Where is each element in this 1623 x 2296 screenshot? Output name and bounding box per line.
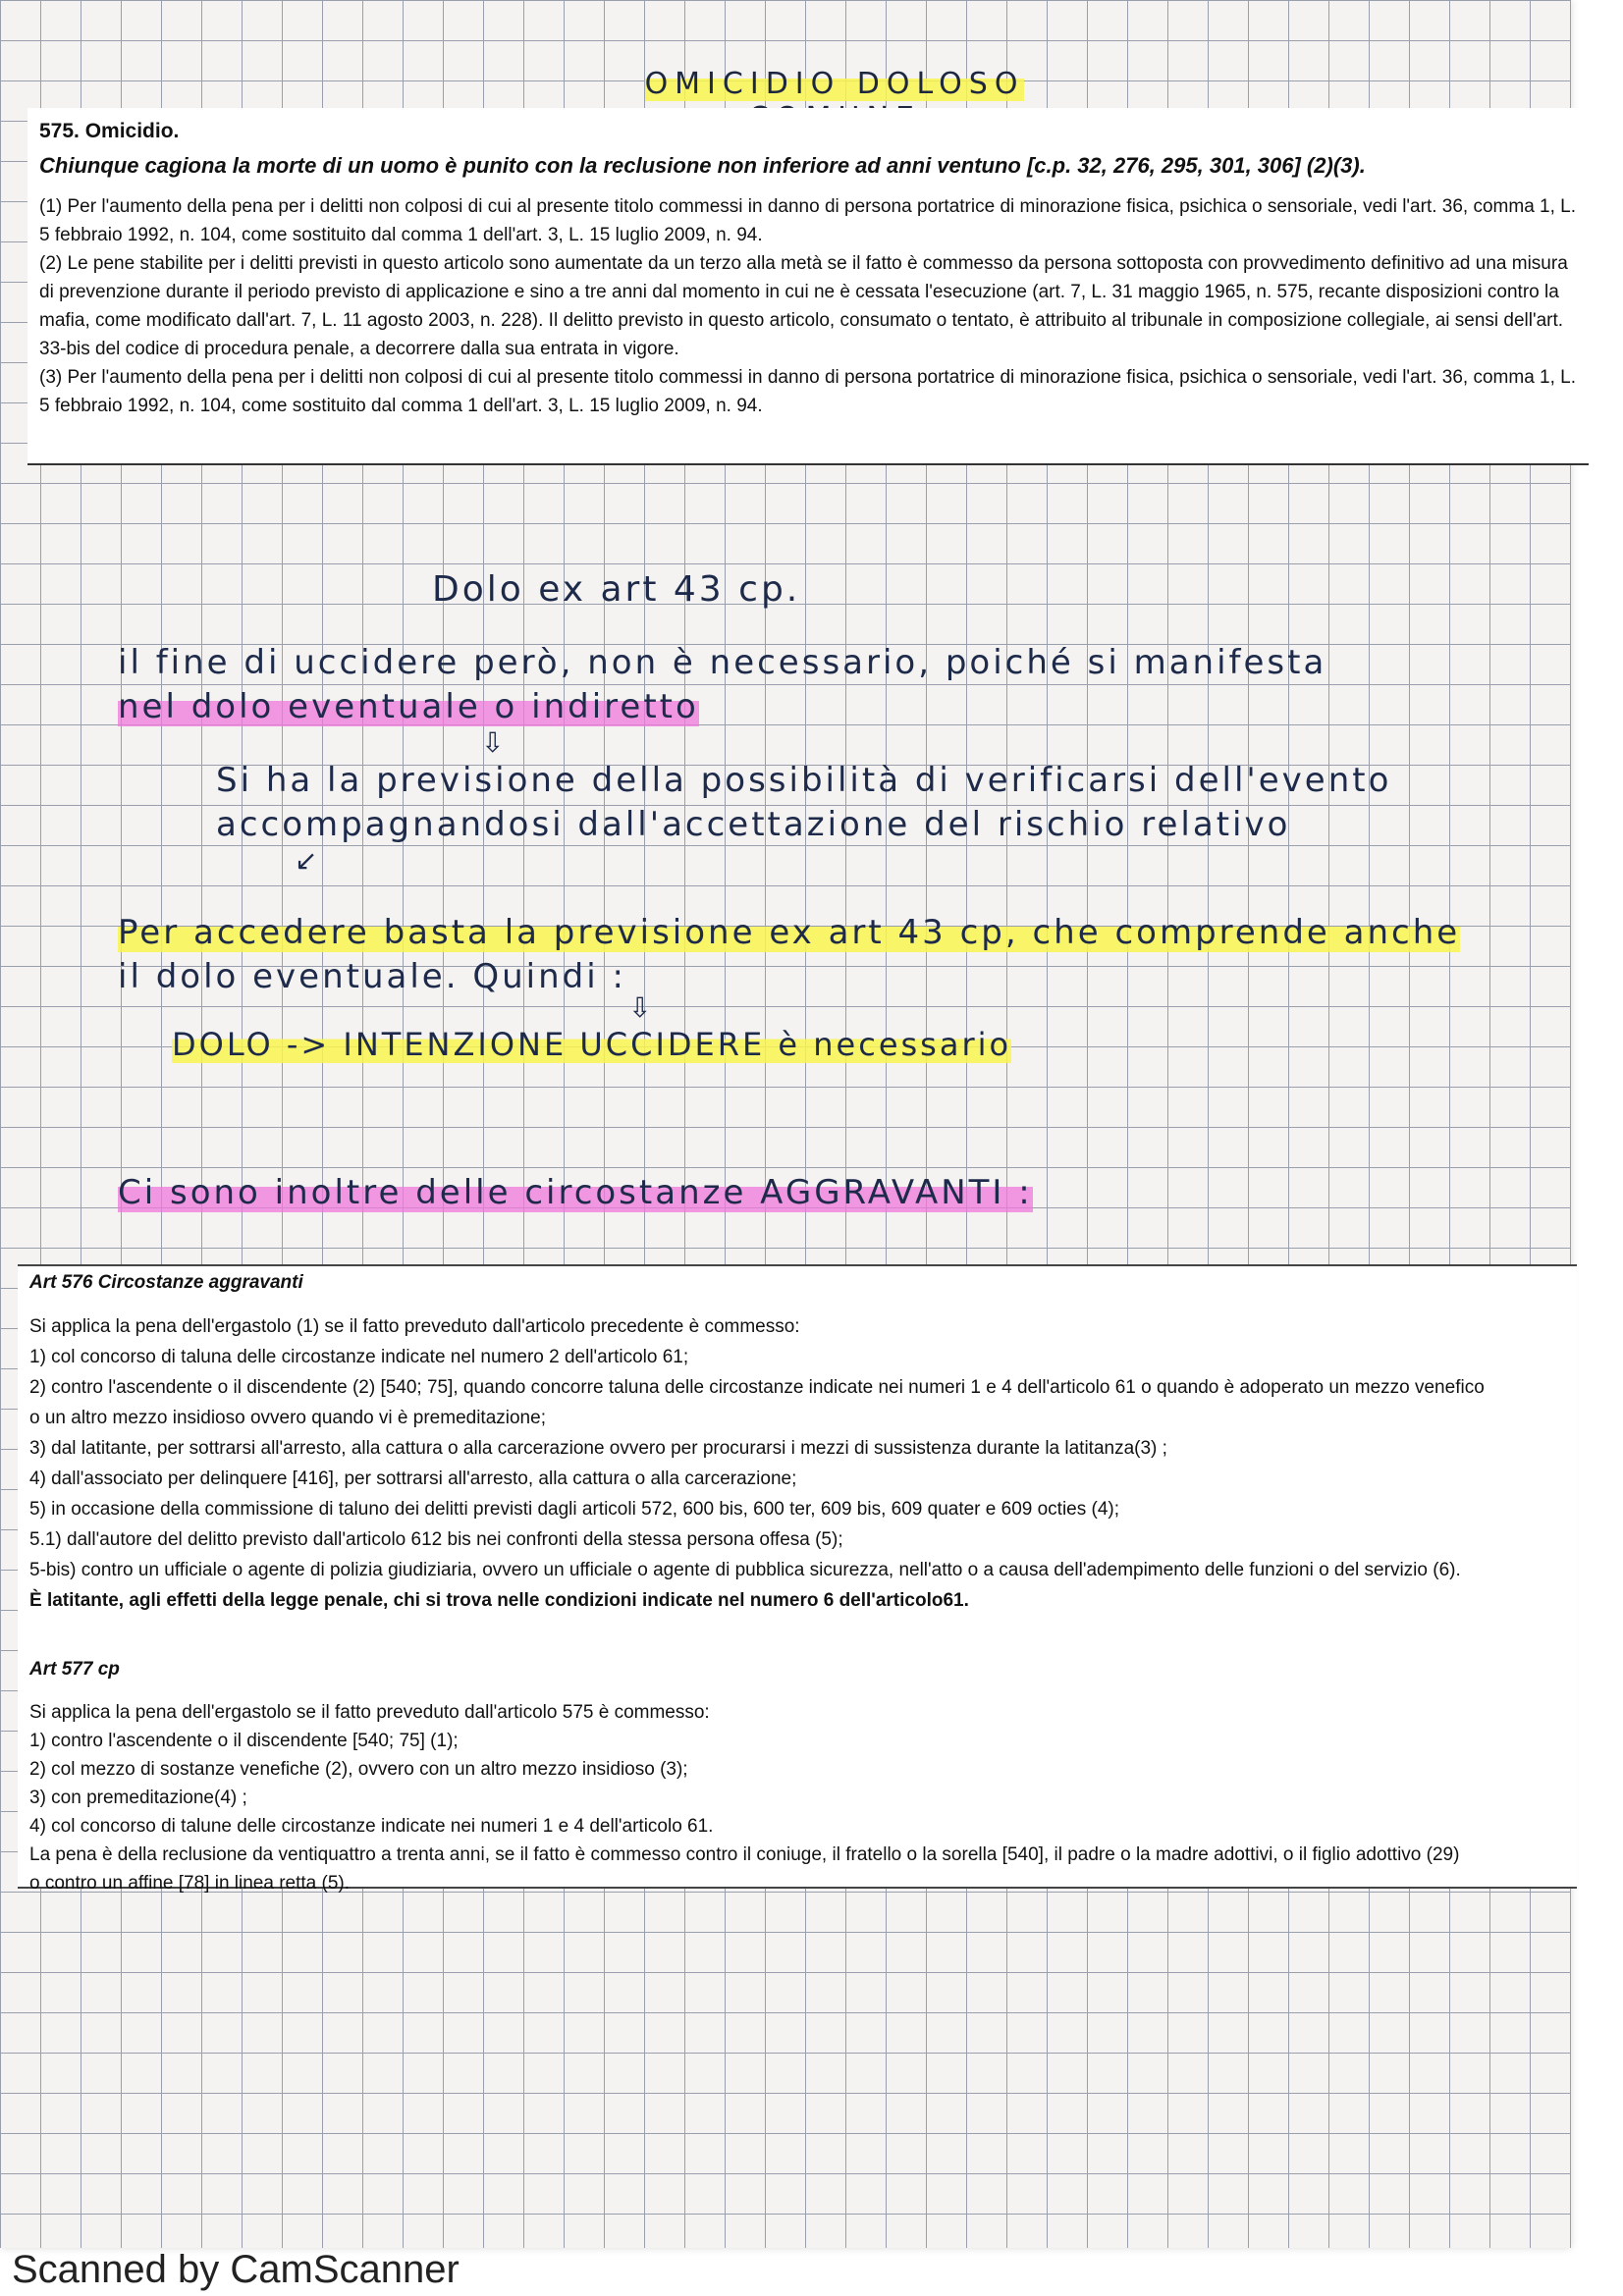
handwritten-line-6: Per accedere basta la previsione ex art 43 cp, che comprende anche (118, 913, 1461, 952)
article-577-line: 4) col concorso di talune delle circostanze indicate nei numeri 1 e 4 dell'articolo 61. (29, 1816, 714, 1837)
article-577-clipping (18, 1653, 1577, 1894)
handwritten-line-3: nel dolo eventuale o indiretto (118, 687, 699, 726)
article-575-clipping (27, 108, 1589, 465)
article-576-heading: Art 576 Circostanze aggravanti (29, 1272, 303, 1293)
title-text: OMICIDIO DOLOSO (645, 67, 1025, 135)
article-577-line: o contro un affine [78] in linea retta (5). (29, 1873, 351, 1894)
article-576-line: È latitante, agli effetti della legge penale, chi si trova nelle condizioni indicate nel numero 6 dell'articolo61. (29, 1590, 969, 1611)
article-577-line: 1) contro l'ascendente o il discendente [540; 75] (1); (29, 1731, 459, 1751)
article-575-note-2: (2) Le pene stabilite per i delitti previsti in questo articolo sono aumentate da un terzo alla metà se il fatto è commesso da persona sottoposta con provvedimento definitivo ad una misura di prevenzione durante il periodo previsto di applicazione e sino a tre anni dal momento in cui ne è cessata l'esecuzione (art. 7, L. 31 maggio 1965, n. 575, recante disposizioni contro la mafia, come modificato dall'art. 7, L. 11 agosto 2003, n. 228). Il delitto previsto in questo articolo, consumato o tentato, è attribuito al tribunale in composizione collegiale, ai sensi dell'art. 33-bis del codice di procedura penale, a decorrere dalla sua entrata in vigore. (39, 253, 1568, 359)
scanner-footer: Scanned by CamScanner (12, 2248, 460, 2291)
article-576-line: 5) in occasione della commissione di taluno dei delitti previsti dagli articoli 572, 600 bis, 600 ter, 609 bis, 609 quater e 609 octies (4); (29, 1499, 1120, 1520)
article-575-note-1: (1) Per l'aumento della pena per i delitti non colposi di cui al presente titolo commessi in danno di persona portatrice di minorazione fisica, psichica o sensoriale, vedi l'art. 36, comma 1, L. 5 febbraio 1992, n. 104, come sostituito dal comma 1 dell'art. 3, L. 15 luglio 2009, n. 94. (39, 196, 1577, 245)
article-576-line: 5-bis) contro un ufficiale o agente di polizia giudiziaria, ovvero un ufficiale o agente di pubblica sicurezza, nell'atto o a causa dell'adempimento delle funzioni o del servizio (6). (29, 1560, 1461, 1580)
article-577-line: La pena è della reclusione da ventiquattro a trenta anni, se il fatto è commesso contro il coniuge, il fratello o la sorella [540], il padre o la madre adottivi, o il figlio adottivo (29) (29, 1844, 1460, 1865)
article-575-text: Chiunque cagiona la morte di un uomo è punito con la reclusione non inferiore ad anni ventuno [c.p. 32, 276, 295, 301, 306] (2)(3). (39, 153, 1366, 178)
article-576-line: 4) dall'associato per delinquere [416], per sottrarsi all'arresto, alla cattura o alla carcerazione; (29, 1468, 797, 1489)
article-577-line: 2) col mezzo di sostanze venefiche (2), ovvero con un altro mezzo insidioso (3); (29, 1759, 688, 1780)
handwritten-line-7: il dolo eventuale. Quindi : (118, 957, 626, 996)
down-arrow-icon: ⇩ (481, 727, 505, 758)
handwritten-line-1: Dolo ex art 43 cp. (432, 569, 801, 610)
article-576-line: 1) col concorso di taluna delle circostanze indicate nel numero 2 dell'articolo 61; (29, 1347, 689, 1367)
down-arrow-icon-2: ⇩ (628, 992, 652, 1023)
handwritten-line-5: accompagnandosi dall'accettazione del rischio relativo (216, 805, 1291, 844)
article-575-heading: 575. Omicidio. (39, 120, 180, 142)
handwritten-line-4: Si ha la previsione della possibilità di verificarsi dell'evento (216, 761, 1392, 800)
article-577-line: Si applica la pena dell'ergastolo se il fatto preveduto dall'articolo 575 è commesso: (29, 1702, 710, 1723)
article-576-clipping (18, 1264, 1577, 1661)
article-577-line: 3) con premeditazione(4) ; (29, 1788, 247, 1808)
article-576-line: Si applica la pena dell'ergastolo (1) se il fatto preveduto dall'articolo precedente è commesso: (29, 1316, 800, 1337)
article-576-line: 2) contro l'ascendente o il discendente (2) [540; 75], quando concorre taluna delle circostanze indicate nei numeri 1 e 4 dell'articolo 61 o quando è adoperato un mezzo venefico (29, 1377, 1485, 1398)
article-576-line: 3) dal latitante, per sottrarsi all'arresto, alla cattura o alla carcerazione ovvero per procurarsi i mezzi di sussistenza durante la latitanza(3) ; (29, 1438, 1167, 1459)
handwritten-line-9: Ci sono inoltre delle circostanze AGGRAVANTI : (118, 1173, 1033, 1212)
article-576-line: o un altro mezzo insidioso ovvero quando vi è premeditazione; (29, 1408, 546, 1428)
article-576-line: 5.1) dall'autore del delitto previsto dall'articolo 612 bis nei confronti della stessa persona offesa (5); (29, 1529, 843, 1550)
handwritten-line-2: il fine di uccidere però, non è necessario, poiché si manifesta (118, 643, 1327, 682)
article-577-heading: Art 577 cp (29, 1659, 120, 1680)
article-575-note-3: (3) Per l'aumento della pena per i delitti non colposi di cui al presente titolo commessi in danno di persona portatrice di minorazione fisica, psichica o sensoriale, vedi l'art. 36, comma 1, L. 5 febbraio 1992, n. 104, come sostituito dal comma 1 dell'art. 3, L. 15 luglio 2009, n. 94. (39, 367, 1577, 416)
handwritten-line-8: DOLO -> INTENZIONE UCCIDERE è necessario (172, 1026, 1012, 1063)
down-left-arrow-icon: ↙ (295, 845, 318, 876)
